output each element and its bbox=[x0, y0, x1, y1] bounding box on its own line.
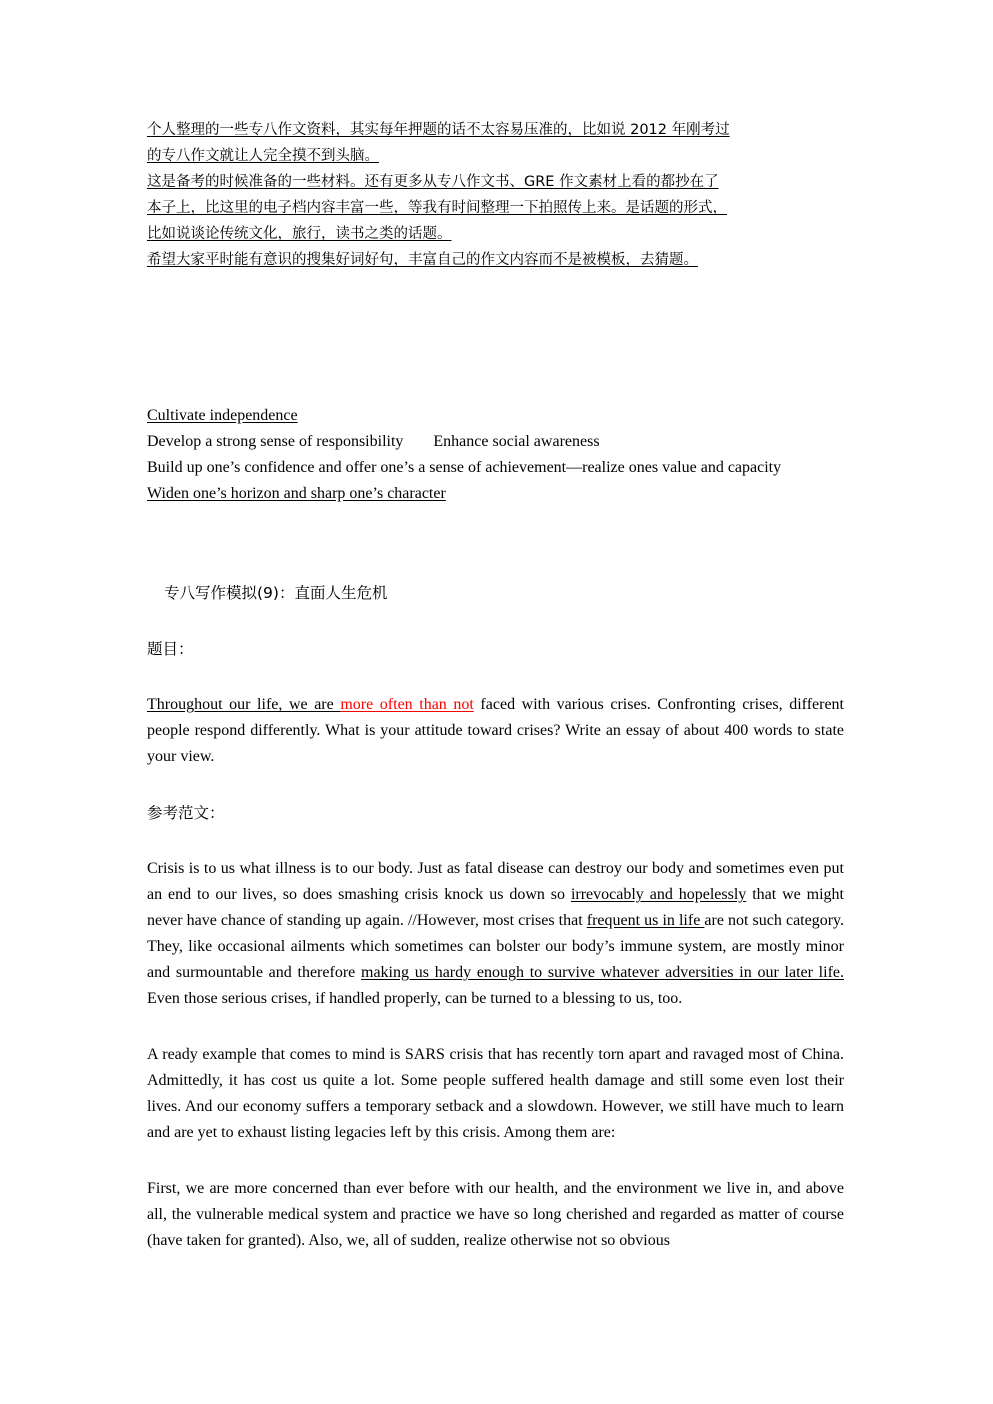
preface-line-5-text: 比如说谈论传统文化，旅行，读书之类的话题。 bbox=[147, 226, 452, 242]
essay-p1-e: are not such category. They, like occasional ailments which sometimes can bolster our body’s immune system, are mostly minor and surmountable and therefore bbox=[147, 912, 845, 981]
preface-line-2 bbox=[147, 143, 844, 169]
phrase-item-2b-text: Enhance social awareness bbox=[433, 433, 600, 450]
preface-line-3 bbox=[147, 169, 844, 195]
prompt-part-3: faced with various crises. Confronting crises, different people respond differently. What is your attitude toward crises? Write an essay of about 400 words to state your view. bbox=[147, 696, 845, 765]
phrase-item-4-text: Widen one’s horizon and sharp one’s character bbox=[147, 485, 446, 502]
essay-p1-underline-1: irrevocably and hopelessly bbox=[570, 886, 747, 903]
essay-p1-bottom-spacer bbox=[147, 1012, 844, 1042]
preface-bottom-spacer bbox=[147, 273, 844, 403]
pre-heading-spacer bbox=[147, 554, 844, 580]
preface-line-4 bbox=[147, 195, 844, 221]
phrase-item-3 bbox=[147, 455, 844, 481]
essay-p1-underline-2: frequent us in life bbox=[586, 912, 705, 929]
page-content bbox=[147, 0, 844, 1254]
essay-p1-a: Crisis is to us what illness is to our body. Just as fatal disease can destroy our body and sometimes even put an end to our lives, so does smashing crisis knock us down so bbox=[147, 860, 844, 903]
preface-line-6 bbox=[147, 247, 844, 273]
essay-p1-underline-3: making us hardy enough to survive whatever adversities in our later life. bbox=[361, 964, 845, 981]
essay-p1-g: Even those serious crises, if handled properly, can be turned to a blessing to us, too. bbox=[147, 990, 683, 1007]
preface-line-5 bbox=[147, 221, 844, 247]
phrase-list-bottom-spacer bbox=[147, 507, 844, 554]
prompt-part-1: Throughout our life, we are bbox=[147, 696, 341, 713]
phrase-item-3-text: Build up one’s confidence and offer one’s a sense of achievement—realize ones value and capacity bbox=[147, 459, 782, 476]
preface-line-1-text: 个人整理的一些专八作文资料，其实每年押题的话不太容易压准的，比如说 2012 年刚考过 bbox=[147, 122, 730, 138]
prompt-highlight-red: more often than not bbox=[340, 696, 474, 713]
preface-line-3-text: 这是备考的时候准备的一些材料。还有更多从专八作文书、GRE 作文素材上看的都抄在了 bbox=[147, 174, 719, 190]
preface-notes bbox=[147, 117, 844, 273]
preface-line-6-text: 希望大家平时能有意识的搜集好词好句，丰富自己的作文内容而不是被模板，去猜题。 bbox=[147, 252, 698, 268]
sample-essay-label: 参考范文： bbox=[147, 804, 225, 822]
phrase-item-1 bbox=[147, 403, 844, 429]
post-prompt-label-spacer bbox=[147, 662, 844, 692]
section-heading: 专八写作模拟(9)：直面人生危机 bbox=[164, 584, 388, 602]
top-margin-spacer bbox=[147, 0, 844, 117]
post-sample-label-spacer bbox=[147, 826, 844, 856]
post-heading-spacer bbox=[147, 606, 844, 636]
essay-paragraph-3: First, we are more concerned than ever before with our health, and the environment we live in, and above all, the vulnerable medical system and practice we have so long cherished and regarded as matter of course (have taken for granted). Also, we, all of sudden, realize otherwise not so obvious bbox=[147, 1180, 844, 1249]
preface-line-2-text: 的专八作文就让人完全摸不到头脑。 bbox=[147, 148, 379, 164]
prompt-paragraph bbox=[147, 692, 844, 770]
phrase-item-2a-text: Develop a strong sense of responsibility bbox=[147, 433, 404, 450]
phrase-item-4 bbox=[147, 481, 844, 507]
post-prompt-spacer bbox=[147, 770, 844, 800]
essay-p2-bottom-spacer bbox=[147, 1146, 844, 1176]
phrase-item-2 bbox=[147, 429, 844, 455]
essay-p1-c: that we might never have chance of standing up again. //However, most crises that bbox=[147, 886, 845, 929]
preface-line-1 bbox=[147, 117, 844, 143]
phrase-list bbox=[147, 403, 844, 507]
prompt-label: 题目： bbox=[147, 640, 194, 658]
phrase-item-1-text: Cultivate independence bbox=[147, 407, 298, 424]
preface-line-4-text: 本子上，比这里的电子档内容丰富一些，等我有时间整理一下拍照传上来。是话题的形式， bbox=[147, 200, 727, 216]
essay-paragraph-1 bbox=[147, 856, 844, 1012]
essay-paragraph-2: A ready example that comes to mind is SARS crisis that has recently torn apart and ravaged most of China. Admittedly, it has cost us quite a lot. Some people suffered health damage and still some even lost their lives. And our economy suffers a temporary setback and a slowdown. However, we still have much to learn and are yet to exhaust listing legacies left by this crisis. Among them are: bbox=[147, 1046, 844, 1141]
